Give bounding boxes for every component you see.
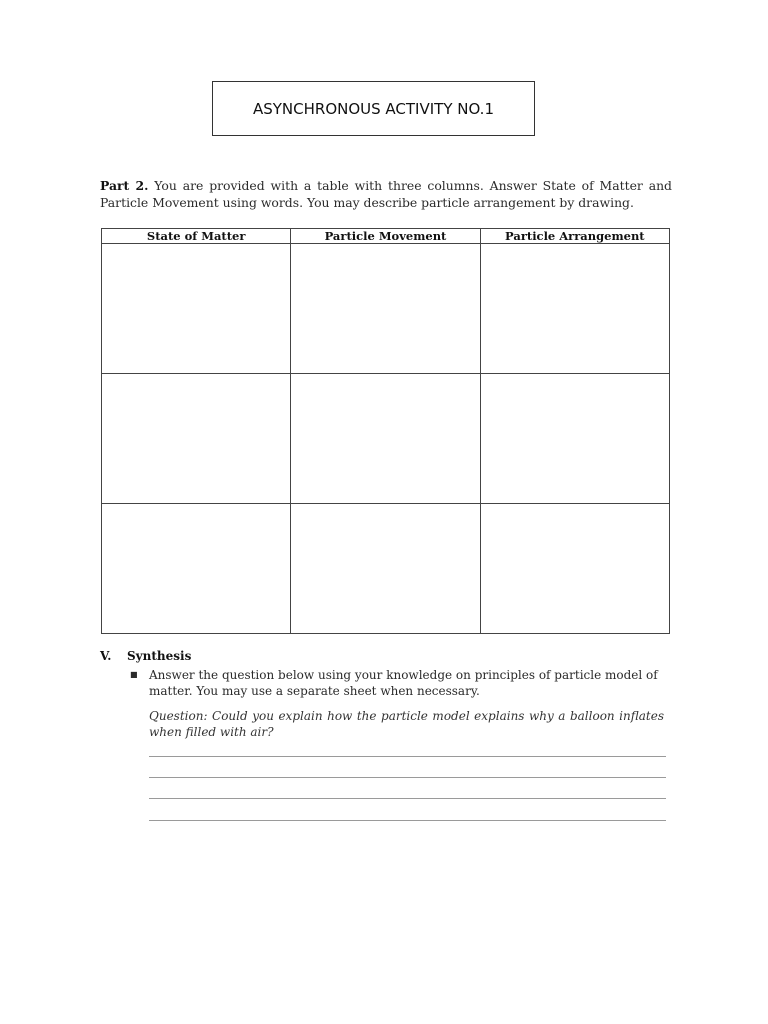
table-row [102, 504, 670, 634]
answer-cell[interactable] [480, 244, 669, 374]
square-bullet-icon: ■ [130, 670, 138, 679]
answer-cell[interactable] [102, 244, 291, 374]
instruction-text: Answer the question below using your knowledge on principles of particle model of matter. You may use a separate sheet when necessary. [149, 668, 658, 698]
answer-cell[interactable] [291, 244, 480, 374]
part2-text: You are provided with a table with three columns. Answer State of Matter and Particle Movement using words. You may describe particle arrangement by drawing. [100, 178, 672, 210]
answer-table [101, 228, 670, 634]
synthesis-question: Question: Could you explain how the particle model explains why a balloon inflates when filled with air? [149, 709, 664, 739]
synthesis-instruction [130, 667, 660, 699]
header-particle-movement: Particle Movement [291, 229, 480, 244]
part2-instructions [100, 177, 672, 211]
answer-line[interactable] [149, 777, 666, 778]
answer-line[interactable] [149, 820, 666, 821]
answer-cell[interactable] [102, 504, 291, 634]
table-header-row [102, 229, 670, 244]
part2-label: Part 2. [100, 178, 149, 193]
answer-line[interactable] [149, 798, 666, 799]
answer-cell[interactable] [291, 374, 480, 504]
answer-cell[interactable] [480, 504, 669, 634]
answer-line[interactable] [149, 756, 666, 757]
header-particle-arrangement: Particle Arrangement [480, 229, 669, 244]
table-row [102, 244, 670, 374]
synthesis-heading [100, 649, 191, 663]
activity-title-box [212, 81, 535, 136]
activity-title: ASYNCHRONOUS ACTIVITY NO.1 [252, 99, 494, 118]
answer-cell[interactable] [480, 374, 669, 504]
section-number: V. [100, 649, 112, 663]
section-title: Synthesis [127, 649, 192, 663]
header-state-of-matter: State of Matter [102, 229, 291, 244]
answer-cell[interactable] [291, 504, 480, 634]
answer-cell[interactable] [102, 374, 291, 504]
table-row [102, 374, 670, 504]
